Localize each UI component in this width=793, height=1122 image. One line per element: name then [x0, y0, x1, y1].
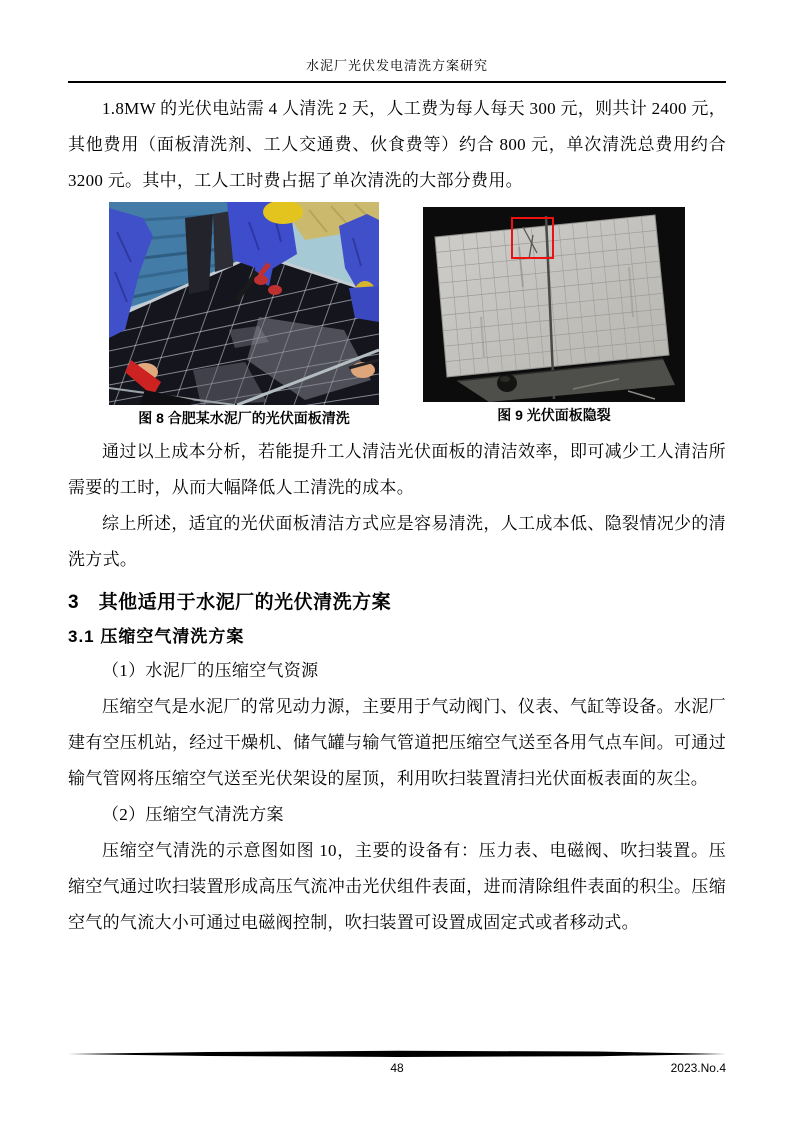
header-rule: [68, 81, 726, 83]
paragraph-air-resource: 压缩空气是水泥厂的常见动力源，主要用于气动阀门、仪表、气缸等设备。水泥厂建有空压机站，经过干燥机、储气罐与输气管道把压缩空气送至各用气点车间。可通过输气管网将压缩空气送至光伏架设的屋顶，利用吹扫装置清扫光伏面板表面的灰尘。: [68, 697, 726, 788]
figure-8-photo: [109, 202, 379, 405]
page-header: [68, 0, 726, 83]
figure-8: [109, 202, 379, 429]
figure-9: [423, 202, 685, 426]
list-item-1: （1）水泥厂的压缩空气资源: [102, 661, 319, 680]
issue-label: 2023.No.4: [670, 1061, 726, 1075]
figure-9-photo: [423, 207, 685, 402]
section-3-1-heading: 3.1 压缩空气清洗方案: [68, 627, 245, 646]
footer-row: [68, 1059, 726, 1077]
paragraph-air-scheme: 压缩空气清洗的示意图如图 10，主要的设备有：压力表、电磁阀、吹扫装置。压缩空气通过吹扫装置形成高压气流冲击光伏组件表面，进而清除组件表面的积尘。压缩空气的气流大小可通过电磁阀控制，吹扫装置可设置成固定式或者移动式。: [68, 841, 726, 932]
section-3-heading: 3 其他适用于水泥厂的光伏清洗方案: [68, 592, 392, 613]
paragraph-conclusion: 综上所述，适宜的光伏面板清洁方式应是容易清洗，人工成本低、隐裂情况少的清洗方式。: [68, 514, 726, 569]
figure-8-caption: 图 8 合肥某水泥厂的光伏面板清洗: [138, 410, 350, 426]
page-number: 48: [390, 1061, 404, 1075]
figures-row: [68, 202, 726, 429]
page-body: [68, 91, 726, 941]
list-item-2: （2）压缩空气清洗方案: [102, 805, 284, 824]
footer-rule: [68, 1050, 726, 1058]
figure-9-caption: 图 9 光伏面板隐裂: [497, 407, 611, 423]
paragraph-cost-analysis: 通过以上成本分析，若能提升工人清洁光伏面板的清洁效率，即可减少工人清洁所需要的工时，从而大幅降低人工清洗的成本。: [68, 442, 726, 497]
paragraph-cost-summary: 1.8MW 的光伏电站需 4 人清洗 2 天，人工费为每人每天 300 元，则共计 2400 元，其他费用（面板清洗剂、工人交通费、伙食费等）约合 800 元，单次清洗总费用约合 3200 元。其中，工人工时费占据了单次清洗的大部分费用。: [68, 99, 726, 190]
page-footer: [68, 1050, 726, 1077]
running-header-title: 水泥厂光伏发电清洗方案研究: [305, 58, 488, 73]
